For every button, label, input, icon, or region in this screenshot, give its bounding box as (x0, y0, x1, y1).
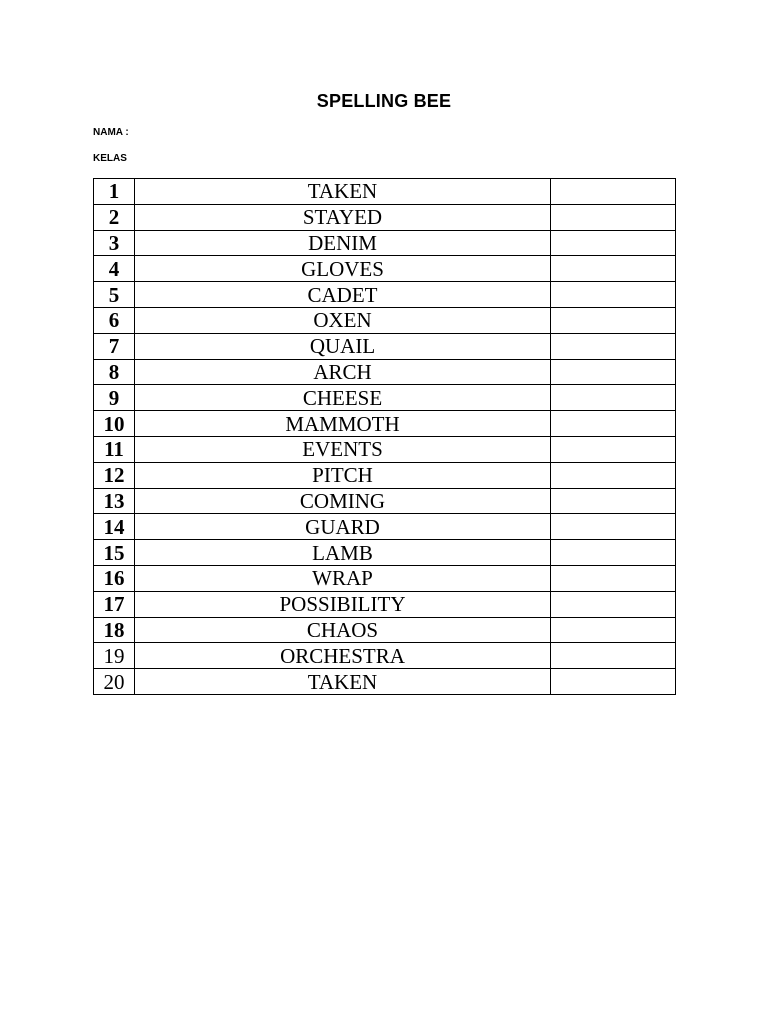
table-row (94, 385, 676, 411)
document-title: SPELLING BEE (316, 91, 452, 111)
answer-blank-cell (551, 643, 676, 669)
table-row (94, 333, 676, 359)
spelling-word: STAYED (135, 204, 551, 230)
row-number: 10 (94, 411, 135, 437)
table-row (94, 540, 676, 566)
answer-blank-cell (551, 617, 676, 643)
spelling-word: GLOVES (135, 256, 551, 282)
spelling-word: ARCH (135, 359, 551, 385)
answer-blank-cell (551, 462, 676, 488)
table-row (94, 643, 676, 669)
spelling-word-table (93, 178, 676, 695)
row-number: 15 (94, 540, 135, 566)
answer-blank-cell (551, 256, 676, 282)
spelling-word: MAMMOTH (135, 411, 551, 437)
table-row (94, 359, 676, 385)
answer-blank-cell (551, 333, 676, 359)
row-number: 17 (94, 591, 135, 617)
row-number: 5 (94, 282, 135, 308)
answer-blank-cell (551, 540, 676, 566)
row-number: 16 (94, 565, 135, 591)
spelling-word: EVENTS (135, 436, 551, 462)
spelling-word: TAKEN (135, 669, 551, 695)
row-number: 13 (94, 488, 135, 514)
class-field-label: KELAS (93, 153, 127, 164)
name-field-label: NAMA : (93, 127, 129, 138)
answer-blank-cell (551, 436, 676, 462)
table-row (94, 256, 676, 282)
answer-blank-cell (551, 514, 676, 540)
table-row (94, 488, 676, 514)
spelling-word: GUARD (135, 514, 551, 540)
row-number: 7 (94, 333, 135, 359)
row-number: 14 (94, 514, 135, 540)
spelling-word: CADET (135, 282, 551, 308)
answer-blank-cell (551, 565, 676, 591)
row-number: 3 (94, 230, 135, 256)
row-number: 8 (94, 359, 135, 385)
answer-blank-cell (551, 591, 676, 617)
row-number: 2 (94, 204, 135, 230)
table-row (94, 307, 676, 333)
spelling-word: CHEESE (135, 385, 551, 411)
table-row (94, 230, 676, 256)
answer-blank-cell (551, 204, 676, 230)
row-number: 18 (94, 617, 135, 643)
spelling-word: DENIM (135, 230, 551, 256)
table-row (94, 411, 676, 437)
row-number: 1 (94, 179, 135, 205)
word-table-body (94, 179, 676, 695)
row-number: 12 (94, 462, 135, 488)
row-number: 6 (94, 307, 135, 333)
answer-blank-cell (551, 669, 676, 695)
spelling-word: LAMB (135, 540, 551, 566)
spelling-word: CHAOS (135, 617, 551, 643)
table-row (94, 617, 676, 643)
row-number: 4 (94, 256, 135, 282)
table-row (94, 565, 676, 591)
answer-blank-cell (551, 282, 676, 308)
table-row (94, 204, 676, 230)
row-number: 11 (94, 436, 135, 462)
spelling-word: POSSIBILITY (135, 591, 551, 617)
spelling-word: WRAP (135, 565, 551, 591)
table-row (94, 282, 676, 308)
table-row (94, 669, 676, 695)
answer-blank-cell (551, 230, 676, 256)
answer-blank-cell (551, 179, 676, 205)
answer-blank-cell (551, 307, 676, 333)
spelling-word: ORCHESTRA (135, 643, 551, 669)
row-number: 19 (94, 643, 135, 669)
row-number: 20 (94, 669, 135, 695)
spelling-word: OXEN (135, 307, 551, 333)
spelling-word: COMING (135, 488, 551, 514)
answer-blank-cell (551, 385, 676, 411)
table-row (94, 436, 676, 462)
row-number: 9 (94, 385, 135, 411)
answer-blank-cell (551, 411, 676, 437)
spelling-word: QUAIL (135, 333, 551, 359)
spelling-word: TAKEN (135, 179, 551, 205)
table-row (94, 591, 676, 617)
table-row (94, 179, 676, 205)
spelling-word: PITCH (135, 462, 551, 488)
table-row (94, 462, 676, 488)
table-row (94, 514, 676, 540)
answer-blank-cell (551, 488, 676, 514)
answer-blank-cell (551, 359, 676, 385)
